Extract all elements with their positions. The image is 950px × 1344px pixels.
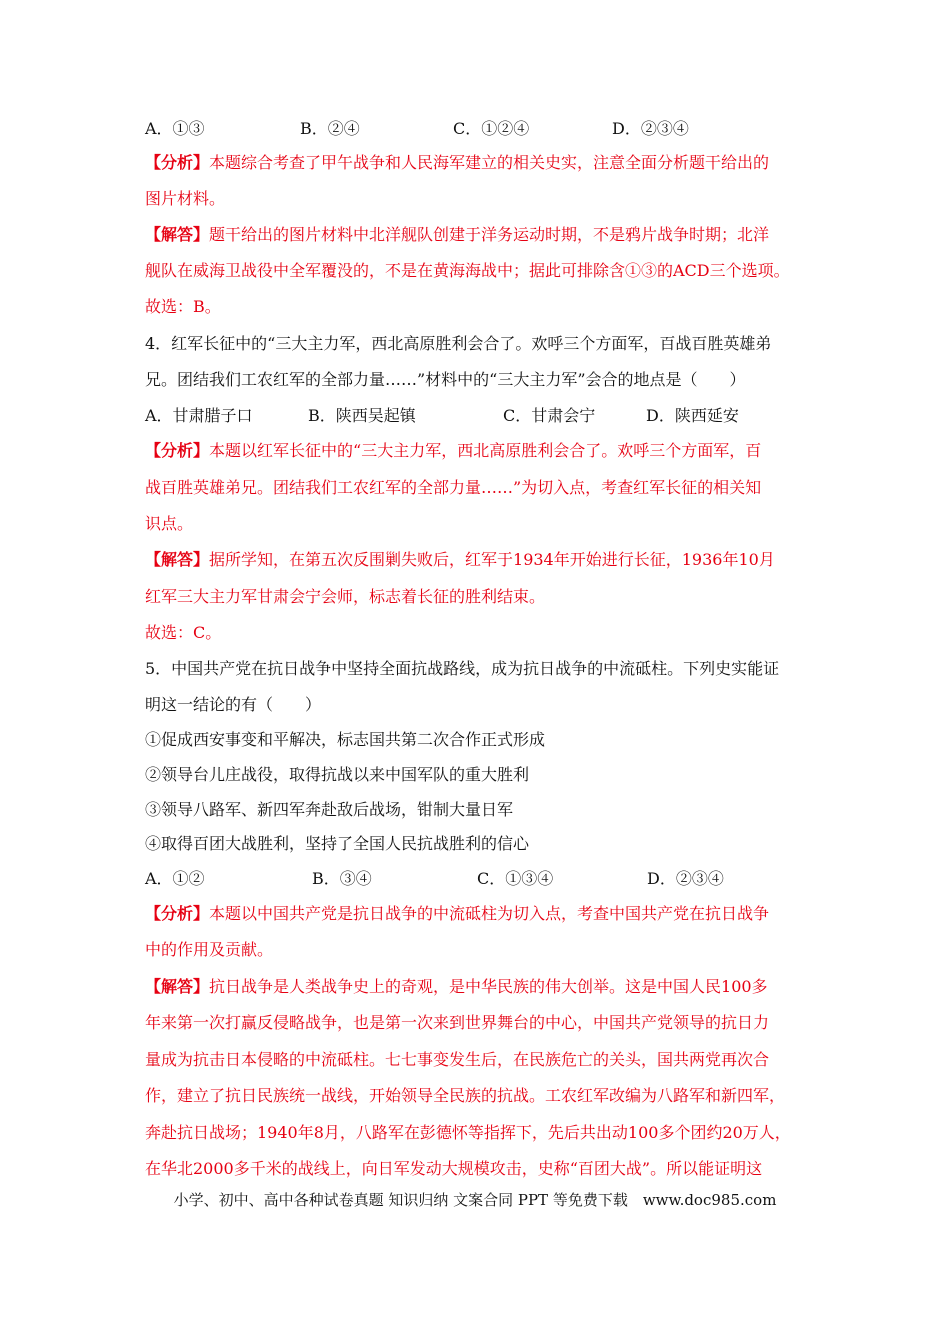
q4-answer-line: 红军三大主力军甘肃会宁会师，标志着长征的胜利结束。	[145, 587, 546, 606]
q5-stem-line: 明这一结论的有（ ）	[145, 695, 322, 714]
q4-stem-line: 兄。团结我们工农红军的全部力量……”材料中的“三大主力军”会合的地点是（ ）	[145, 370, 746, 389]
q4-analysis-line: 战百胜英雄弟兄。团结我们工农红军的全部力量……”为切入点，考查红军长征的相关知	[145, 478, 762, 497]
q5-item: ③领导八路军、新四军奔赴敌后战场，钳制大量日军	[145, 800, 514, 819]
q5-answer-text: 抗日战争是人类战争史上的奇观，是中华民族的伟大创举。这是中国人民100多	[209, 977, 768, 996]
q4-option-a: A．甘肃腊子口	[145, 406, 253, 425]
q3-option-c: C．①②④	[453, 119, 530, 138]
q5-stem-line: 5．中国共产党在抗日战争中坚持全面抗战路线，成为抗日战争的中流砥柱。下列史实能证	[145, 659, 780, 678]
analysis-tag: 【分析】	[145, 153, 210, 172]
q5-option-d: D．②③④	[647, 869, 724, 888]
q3-analysis-line: 图片材料。	[145, 189, 226, 208]
q3-analysis-line	[145, 152, 769, 174]
answer-tag: 【解答】	[145, 550, 210, 569]
q5-item: ④取得百团大战胜利，坚持了全国人民抗战胜利的信心	[145, 834, 530, 853]
q3-analysis-text: 本题综合考查了甲午战争和人民海军建立的相关史实，注意全面分析题干给出的	[209, 153, 770, 172]
q5-answer-line: 量成为抗击日本侵略的中流砥柱。七七事变发生后，在民族危亡的关头，国共两党再次合	[145, 1050, 770, 1069]
q4-analysis-line: 识点。	[145, 514, 194, 533]
q5-answer-line: 奔赴抗日战场；1940年8月，八路军在彭德怀等指挥下，先后共出动100多个团约20万人，	[145, 1123, 791, 1142]
q5-option-c: C．①③④	[477, 869, 554, 888]
q3-option-d: D．②③④	[612, 119, 689, 138]
q4-option-b: B．陕西吴起镇	[308, 406, 416, 425]
analysis-tag: 【分析】	[145, 904, 210, 923]
q3-answer-text: 题干给出的图片材料中北洋舰队创建于洋务运动时期，不是鸦片战争时期；北洋	[209, 225, 770, 244]
q3-answer-line: 舰队在威海卫战役中全军覆没的，不是在黄海海战中；据此可排除含①③的ACD三个选项。	[145, 261, 790, 280]
q4-analysis-line	[145, 440, 761, 462]
page-footer: 小学、初中、高中各种试卷真题 知识归纳 文案合同 PPT 等免费下载 www.doc985.com	[173, 1191, 777, 1209]
q5-answer-line: 年来第一次打赢反侵略战争，也是第一次来到世界舞台的中心，中国共产党领导的抗日力	[145, 1013, 770, 1032]
q5-option-a: A．①②	[145, 869, 205, 888]
analysis-tag: 【分析】	[145, 441, 210, 460]
q3-answer-line	[145, 224, 769, 246]
q4-option-d: D．陕西延安	[646, 406, 739, 425]
q4-choice: 故选：C。	[145, 623, 222, 642]
answer-tag: 【解答】	[145, 225, 210, 244]
q4-answer-text: 据所学知，在第五次反围剿失败后，红军于1934年开始进行长征，1936年10月	[209, 550, 775, 569]
answer-tag: 【解答】	[145, 977, 210, 996]
q3-options	[145, 118, 845, 140]
q5-item: ①促成西安事变和平解决，标志国共第二次合作正式形成	[145, 730, 546, 749]
q5-answer-line: 作，建立了抗日民族统一战线，开始领导全民族的抗战。工农红军改编为八路军和新四军，	[145, 1086, 786, 1105]
q3-option-a: A．①③	[145, 119, 205, 138]
q5-analysis-text: 本题以中国共产党是抗日战争的中流砥柱为切入点，考查中国共产党在抗日战争	[209, 904, 770, 923]
q4-option-c: C．甘肃会宁	[503, 406, 596, 425]
q5-answer-line	[145, 976, 768, 998]
q3-choice: 故选：B。	[145, 297, 221, 316]
q4-answer-line	[145, 549, 775, 571]
q5-answer-line: 在华北2000多千米的战线上，向日军发动大规模攻击，史称“百团大战”。所以能证明这	[145, 1159, 763, 1178]
q3-option-b: B．②④	[300, 119, 360, 138]
q5-item: ②领导台儿庄战役，取得抗战以来中国军队的重大胜利	[145, 765, 530, 784]
q4-stem-line: 4．红军长征中的“三大主力军，西北高原胜利会合了。欢呼三个方面军，百战百胜英雄弟	[145, 334, 772, 353]
q4-options	[145, 405, 845, 427]
q5-analysis-line	[145, 903, 769, 925]
q5-option-b: B．③④	[312, 869, 372, 888]
q5-analysis-line: 中的作用及贡献。	[145, 940, 274, 959]
q4-analysis-text: 本题以红军长征中的“三大主力军，西北高原胜利会合了。欢呼三个方面军，百	[209, 441, 762, 460]
q5-options	[145, 868, 845, 890]
